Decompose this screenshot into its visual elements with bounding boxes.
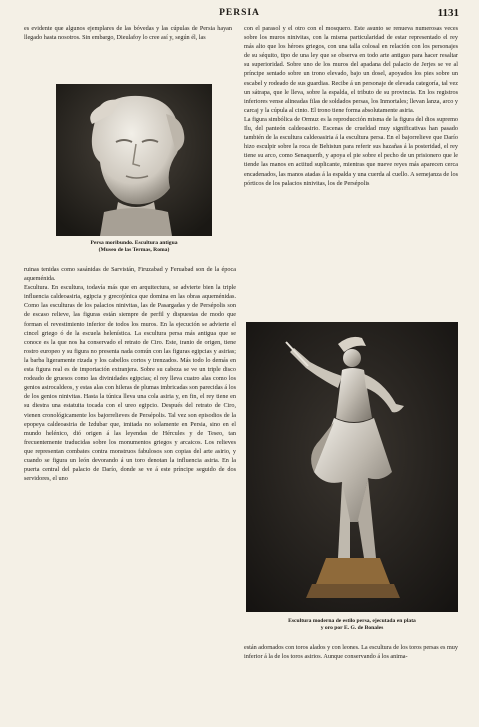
statuette-illustration bbox=[246, 322, 458, 612]
paragraph: ruinas tenidas como sasánidas de Sarvistán, Firuzabad y Feruabad son de la época aqueménida. bbox=[24, 266, 236, 283]
caption-source: (Museo de las Termas, Roma) bbox=[98, 247, 170, 253]
caption-title: Persa moribundo. Escultura antigua bbox=[90, 240, 178, 246]
left-column-top-text bbox=[24, 24, 232, 42]
page-number: 1131 bbox=[437, 7, 459, 19]
paragraph: Escultura. En escultura, todavía más que en arquitectura, se advierte bien la triple influencia caldeoasiria, egipcia y grecojónica que domina en las obras aqueménidas. Como las esculturas de los palacios ninivitas, las de Pasargadas y de Persépolis son de escaso relieve, las figuras están siempre de perfil y dispuestas de modo que forman el revestimiento inferior de todos los muros. En la ejecución se advierte el cincel griego ó de la escuela helenística. La escultura persa más antigua que se conoce es la que nos ha conservado el retrato de Ciro. Este, iranio de origen, tiene rostro europeo y su figura no presenta nada común con las figuras egipcias y asirias; la barba ligeramente rizada y los cabellos cortos y trenzados. Más todo lo demás en esta figura real es de importación extranjera. Sobre su cabeza se ve un triple disco rodeado de gruesos como las divinidades egipcias; el rey lleva cuatro alas como los genios asirocaldeos, y estas alas con hileras de plumas imbricadas son parecidas á los de los genios ninivitas. Hasta la túnica lleva una cola asiria y, en fin, el rey tiene en su diestra una estatuita tocada con el ureo egipcio. Después del retrato de Ciro, vienen cronológicamente los bajorrelieves de Persépolis. Tal vez son episodios de la epopeya caldeoasiria de Izdubar que, imitada no solamente en Persia, sino en el mundo helénico, dió origen á las leyendas de Hércules y de Teseo, tan frecuentemente traducidas sobre los monumentos griegos y arcaicos. Los relieves que representan combates contra monstruos fabulosos son copias del arte asirio, y cuando se figura un león devorando á un toro denotan la influencia asiria. En la puerta central del palacio de Darío, donde se ve á este príncipe seguido de dos servidores, el uno bbox=[24, 284, 236, 483]
sculpture-head-illustration bbox=[56, 84, 212, 236]
figure-caption bbox=[244, 618, 460, 632]
right-column-bottom-text bbox=[244, 643, 458, 723]
paragraph: con el parasol y el otro con el mosquero. Este asunto se renueva numerosas veces sobre los muros ninivitas, con la misma particularidad de estar representado el rey más alto que los héroes griegos, con una talla colosal en relación con los personajes de su séquito, tipo de una ley que se observa en todo arte antiguo para hacer resaltar su superioridad. Sobre uno de los muros del apadana del palacio de Jerjes se ve al príncipe sentado sobre un trono elevado, bajo un dosel, apoyados los pies sobre un escabel y rodeado de sus guardias. Recibe á un personaje de elevada categoría, tal vez un sátrapa, que le lleva, sobre la espalda, el tributo de su provincia. En los registros inferiores vense alineadas filas de soldados persas, los Inmortales; llevan lanza, arco y carcaj y la cúpula al cinto. El trono tiene forma absolutamente asiria. bbox=[244, 25, 458, 114]
paragraph: La figura simbólica de Ormuz es la reproducción misma de la figura del dios supremo Ilu, del panteón caldeoasirio. Escenas de crueldad muy significativas han pasado también de la escultura caldeoasiria á la escultura persa. En el bajorrelieve que Darío hizo esculpir sobre la roca de Behistun para referir sus hazañas á la posteridad, el rey tiene su arco, como Senaquerib, y apoya el pie sobre el pecho de un prisionero que le tiende las manos en actitud suplicante, mientras que nueve reyes más aparecen cerca encadenados, las manos atadas á la espalda y una cuerda al cuello. A semejanza de los pórticos de los palacios ninivitas, los de Persépolis bbox=[244, 115, 458, 187]
figure-caption bbox=[50, 240, 218, 254]
caption-source: y oro por E. G. de Bonales bbox=[320, 625, 384, 631]
running-head bbox=[20, 8, 459, 22]
right-column-top-text bbox=[244, 24, 458, 320]
running-head-title: PERSIA bbox=[219, 8, 260, 18]
dying-persian-sculpture-photo bbox=[56, 84, 212, 236]
paragraph: es evidente que algunos ejemplares de las bóvedas y las cúpulas de Persia hayan llegado hasta nosotros. Sin embargo, Dieulafoy lo cree así y, según él, las bbox=[24, 25, 232, 42]
left-column-text bbox=[24, 265, 236, 721]
silver-gold-statue-photo bbox=[246, 322, 458, 612]
paragraph: están adornados con toros alados y con leones. La escultura de los toros persas es muy inferior á la de los toros asirios. Aunque conservando á los anima- bbox=[244, 644, 458, 661]
caption-title: Escultura moderna de estilo persa, ejecutada en plata bbox=[288, 618, 416, 624]
